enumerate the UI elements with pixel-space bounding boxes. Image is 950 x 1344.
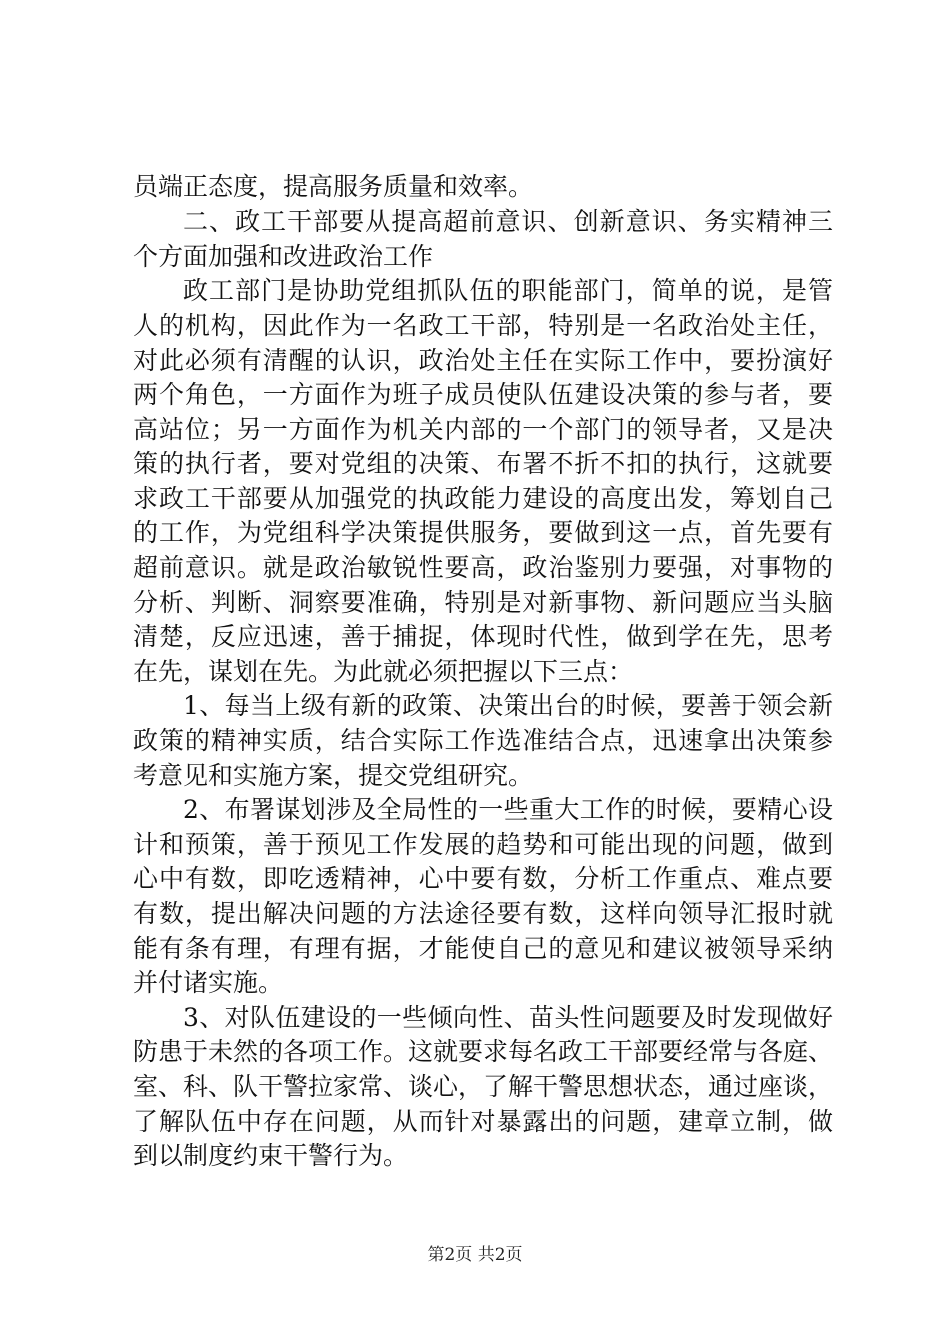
list-item-line: 1、每当上级有新的政策、决策出台的时候，要善于领会新 <box>183 691 833 720</box>
list-item-line: 能有条有理，有理有据，才能使自己的意见和建议被领导采纳 <box>133 934 833 963</box>
paragraph-line: 超前意识。就是政治敏锐性要高，政治鉴别力要强，对事物的 <box>133 553 833 582</box>
paragraph-line: 的工作，为党组科学决策提供服务，要做到这一点，首先要有 <box>133 518 833 547</box>
list-item-line: 考意见和实施方案，提交党组研究。 <box>133 761 534 790</box>
paragraph-line: 清楚，反应迅速，善于捕捉，体现时代性，做到学在先，思考 <box>133 622 833 651</box>
paragraph-line: 高站位；另一方面作为机关内部的一个部门的领导者，又是决 <box>133 415 833 444</box>
paragraph-line: 策的执行者，要对党组的决策、布署不折不扣的执行，这就要 <box>133 449 833 478</box>
list-item-line: 防患于未然的各项工作。这就要求每名政工干部要经常与各庭、 <box>133 1037 834 1066</box>
text-line: 员端正态度，提高服务质量和效率。 <box>133 172 534 201</box>
list-item-line: 计和预策，善于预见工作发展的趋势和可能出现的问题，做到 <box>133 830 833 859</box>
paragraph-line: 人的机构，因此作为一名政工干部，特别是一名政治处主任， <box>133 311 833 340</box>
list-item-line: 室、科、队干警拉家常、谈心，了解干警思想状态，通过座谈， <box>133 1072 834 1101</box>
list-item-line: 政策的精神实质，结合实际工作选准结合点，迅速拿出决策参 <box>133 726 833 755</box>
paragraph-line: 两个角色，一方面作为班子成员使队伍建设决策的参与者，要 <box>133 380 833 409</box>
paragraph-line: 分析、判断、洞察要准确，特别是对新事物、新问题应当头脑 <box>133 588 833 617</box>
paragraph-line: 政工部门是协助党组抓队伍的职能部门，简单的说，是管 <box>183 276 833 305</box>
list-item-line: 了解队伍中存在问题，从而针对暴露出的问题，建章立制，做 <box>133 1107 833 1136</box>
section-heading-line: 个方面加强和改进政治工作 <box>133 242 434 271</box>
paragraph-line: 求政工干部要从加强党的执政能力建设的高度出发，筹划自己 <box>133 484 833 513</box>
list-item-line: 并付诸实施。 <box>133 968 284 997</box>
list-item-line: 2、布署谋划涉及全局性的一些重大工作的时候，要精心设 <box>183 795 833 824</box>
list-item-line: 3、对队伍建设的一些倾向性、苗头性问题要及时发现做好 <box>183 1003 833 1032</box>
paragraph-line: 对此必须有清醒的认识，政治处主任在实际工作中，要扮演好 <box>133 346 833 375</box>
paragraph-line: 在先，谋划在先。为此就必须把握以下三点： <box>133 657 634 686</box>
list-item-line: 到以制度约束干警行为。 <box>133 1141 409 1170</box>
list-item-line: 心中有数，即吃透精神，心中要有数，分析工作重点、难点要 <box>133 864 833 893</box>
list-item-line: 有数，提出解决问题的方法途径要有数，这样向领导汇报时就 <box>133 899 833 928</box>
section-heading-line: 二、政工干部要从提高超前意识、创新意识、务实精神三 <box>183 207 833 236</box>
page-number-footer: 第2页 共2页 <box>427 1245 523 1265</box>
